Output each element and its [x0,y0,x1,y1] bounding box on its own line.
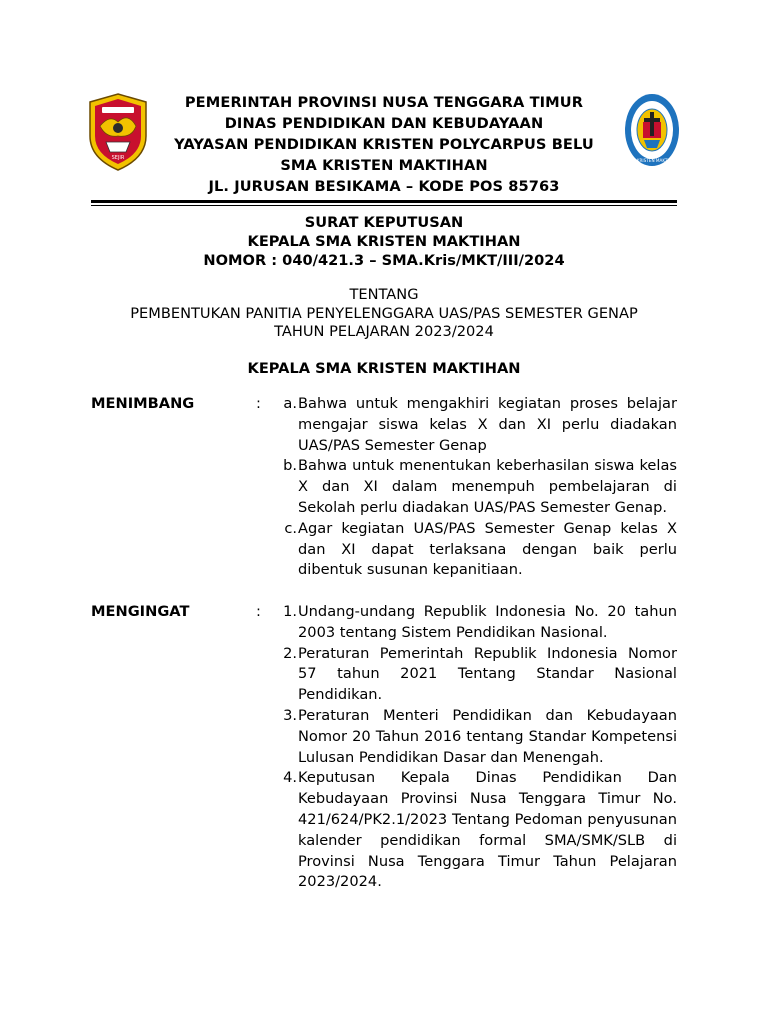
list-item [266,519,677,581]
list-item-text: Bahwa untuk mengakhiri kegiatan proses belajar mengajar siswa kelas X dan XI perlu diadakan UAS/PAS Semester Genap [298,395,677,454]
list-marker: 1. [283,603,297,620]
letterhead-line-agency: DINAS PENDIDIKAN DAN KEBUDAYAAN [224,115,544,132]
list-marker: b. [283,457,297,475]
subject-line-1: PEMBENTUKAN PANITIA PENYELENGGARA UAS/PAS SEMESTER GENAP [130,304,638,322]
list-item [266,602,677,644]
section-colon: : [256,395,261,412]
decree-type: SURAT KEPUTUSAN [304,214,464,231]
school-seal-icon [624,92,680,168]
subject-heading: TENTANG [349,286,419,303]
decree-issuer: KEPALA SMA KRISTEN MAKTIHAN [247,233,521,250]
letterhead-line-foundation: YAYASAN PENDIDIKAN KRISTEN POLYCARPUS BELU [174,136,594,153]
list-item-text: Peraturan Menteri Pendidikan dan Kebudayaan Nomor 20 Tahun 2016 tentang Standar Kompetensi Lulusan Pendidikan Dasar dan Menengah. [298,706,677,766]
section-label: MENIMBANG [91,395,195,412]
letterhead-divider-thick [91,200,677,203]
section-colon: : [256,603,261,620]
section-label: MENGINGAT [91,603,190,620]
list-marker: 2. [283,644,297,662]
letterhead-line-address: JL. JURUSAN BESIKAMA – KODE POS 85763 [208,178,560,195]
list-marker: c. [284,519,297,537]
decree-subject [91,286,677,342]
consideration-list [266,394,677,581]
list-item-text: Bahwa untuk menentukan keberhasilan siswa kelas X dan XI dalam menempuh pembelajaran di Sekolah perlu diadakan UAS/PAS Semester Genap. [298,457,677,516]
legal-basis-list [266,602,677,893]
subject-line-2: TAHUN PELAJARAN 2023/2024 [274,323,494,340]
letterhead-divider-thin [91,205,677,206]
list-item [266,394,677,456]
list-item-text: Keputusan Kepala Dinas Pendidikan Dan Kebudayaan Provinsi Nusa Tenggara Timur No. 421/624/PK2.1/2023 Tentang Pedoman penyusunan kalender pendidikan formal SMA/SMK/SLB di Provinsi Nusa Tenggara Timur Tahun Pelajaran 2023/2024. [298,769,677,891]
list-marker: 3. [283,706,297,724]
regency-crest-icon [88,92,148,172]
list-item [266,768,677,893]
list-item [266,456,677,518]
letterhead [150,92,618,197]
principal-heading: KEPALA SMA KRISTEN MAKTIHAN [247,360,521,377]
letterhead-line-school: SMA KRISTEN MAKTIHAN [280,157,488,174]
letterhead-line-government: PEMERINTAH PROVINSI NUSA TENGGARA TIMUR [184,94,584,111]
list-item-text: Undang-undang Republik Indonesia No. 20 tahun 2003 tentang Sistem Pendidikan Nasional. [298,603,677,641]
decree-number: NOMOR : 040/421.3 – SMA.Kris/MKT/III/2024 [203,252,565,269]
list-marker: a. [283,395,297,412]
list-item-text: Agar kegiatan UAS/PAS Semester Genap kelas X dan XI dapat terlaksana dengan baik perlu dibentuk susunan kepanitiaan. [298,519,677,579]
list-marker: 4. [283,769,297,787]
list-item-text: Peraturan Pemerintah Republik Indonesia Nomor 57 tahun 2021 Tentang Standar Nasional Pendidikan. [298,644,677,704]
svg-text:SMA KRISTEN MAKTIHAN: SMA KRISTEN MAKTIHAN [626,158,678,163]
list-item [266,644,677,706]
svg-text:SEJIR: SEJIR [111,155,125,161]
decree-title [91,213,677,270]
list-item [266,706,677,768]
